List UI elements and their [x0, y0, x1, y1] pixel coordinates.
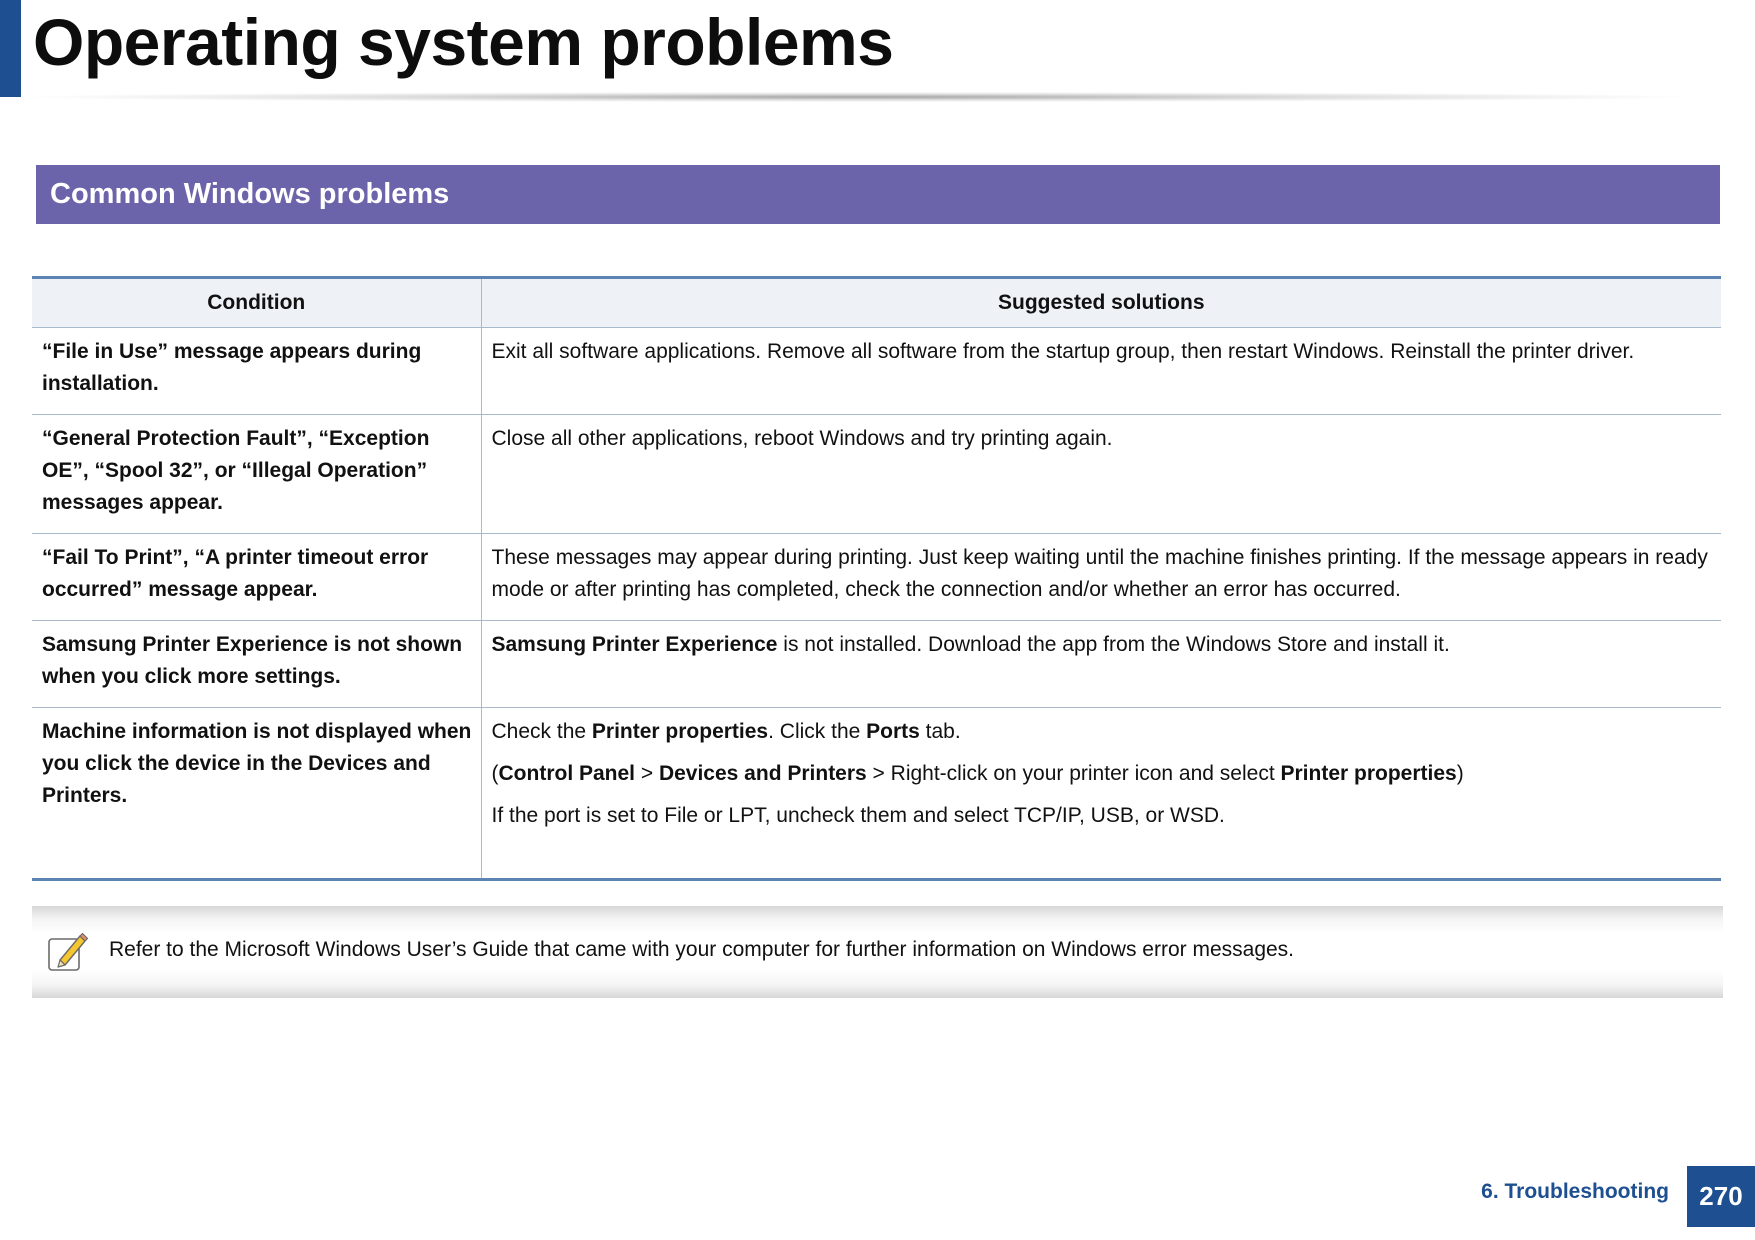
page-number-badge: 270: [1687, 1166, 1755, 1227]
table-row: [32, 708, 1721, 880]
printer-properties-label: Printer properties: [1280, 762, 1457, 785]
solution-text: > Right-click on your printer icon and select: [866, 762, 1281, 785]
solution-text: tab.: [919, 720, 961, 743]
footer-chapter: 6. Troubleshooting: [1481, 1180, 1669, 1203]
condition-cell: “File in Use” message appears during installation.: [32, 328, 481, 415]
solution-line-2: [492, 758, 1714, 790]
note-pencil-icon: [46, 930, 88, 974]
ports-tab-label: Ports: [866, 720, 920, 743]
solution-text: . Click the: [768, 720, 867, 743]
solution-line-3: If the port is set to File or LPT, uncheck them and select TCP/IP, USB, or WSD.: [491, 804, 1225, 827]
solution-cell: Exit all software applications. Remove all software from the startup group, then restart Windows. Reinstall the printer driver.: [481, 328, 1721, 415]
solution-cell: Close all other applications, reboot Windows and try printing again.: [481, 415, 1721, 534]
table-row: [32, 415, 1721, 534]
solution-text: Check the: [491, 720, 592, 743]
table-row: [32, 534, 1721, 621]
solution-text: ): [1456, 762, 1464, 785]
solution-cell: [481, 621, 1721, 708]
solution-text: (: [491, 762, 499, 785]
solution-cell: [481, 708, 1721, 880]
condition-cell: “Fail To Print”, “A printer timeout error occurred” message appear.: [32, 534, 481, 621]
condition-header: Condition: [32, 278, 481, 328]
note-text: Refer to the Microsoft Windows User’s Guide that came with your computer for further information on Windows error messages.: [109, 938, 1295, 961]
app-name-bold: Samsung Printer Experience: [491, 633, 778, 656]
condition-cell: Samsung Printer Experience is not shown when you click more settings.: [32, 621, 481, 708]
section-title: Common Windows problems: [50, 178, 450, 210]
solution-text: >: [635, 762, 659, 785]
left-accent-bar: [0, 0, 21, 97]
printer-properties-label: Printer properties: [591, 720, 769, 743]
section-header: [36, 165, 1720, 224]
condition-cell: “General Protection Fault”, “Exception OE”, “Spool 32”, or “Illegal Operation” messages appear.: [32, 415, 481, 534]
title-divider: [33, 92, 1683, 102]
table-row: [32, 328, 1721, 415]
solution-line-1: [492, 716, 1714, 748]
solution-cell: These messages may appear during printing. Just keep waiting until the machine finishes printing. If the message appears in ready mode or after printing has completed, check the connection and/or whether an error has occurred.: [481, 534, 1721, 621]
note-box: [32, 906, 1723, 998]
page-title: Operating system problems: [33, 5, 894, 79]
table-row: [32, 621, 1721, 708]
devices-and-printers-label: Devices and Printers: [658, 762, 867, 785]
control-panel-label: Control Panel: [498, 762, 636, 785]
solution-text: is not installed. Download the app from the Windows Store and install it.: [777, 633, 1450, 656]
condition-cell: Machine information is not displayed when you click the device in the Devices and Printers.: [32, 708, 481, 880]
solutions-header: Suggested solutions: [481, 278, 1721, 328]
problems-table: [32, 276, 1721, 881]
table-header-row: [32, 278, 1721, 328]
